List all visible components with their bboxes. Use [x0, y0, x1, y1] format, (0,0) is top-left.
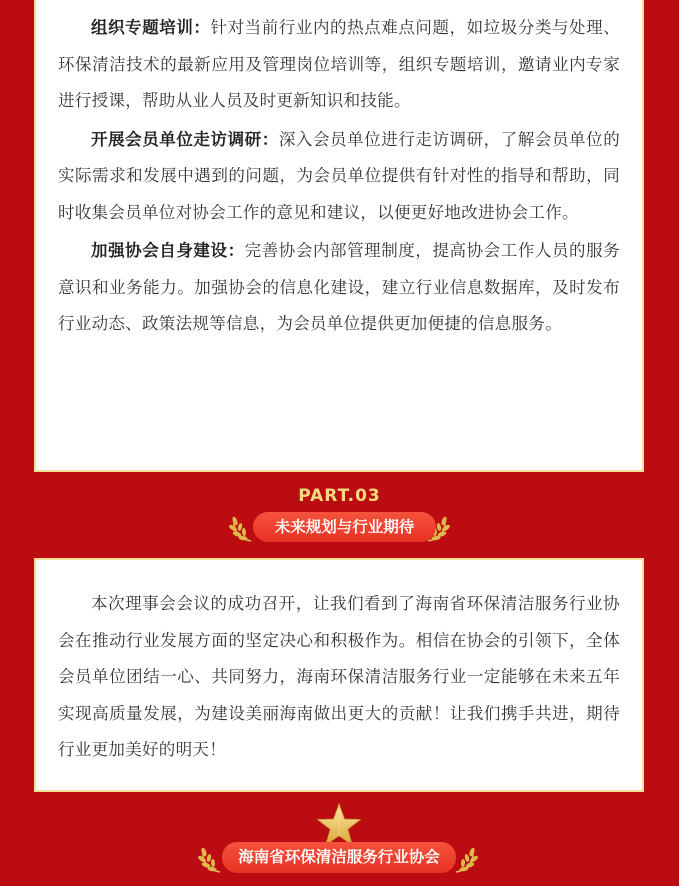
part-label: PART.03 — [298, 486, 381, 506]
item-lead: 组织专题培训： — [91, 18, 211, 37]
item-training — [58, 10, 620, 120]
item-self-building — [58, 233, 620, 343]
item-lead: 开展会员单位走访调研： — [91, 129, 279, 149]
star-icon — [316, 803, 362, 847]
part3-paragraph: 本次理事会会议的成功召开，让我们看到了海南省环保清洁服务行业协会在推动行业发展方面的坚定决心和积极作为。相信在协会的引领下，全体会员单位团结一心、共同努力，海南环保清洁服务行业一定能够在未来五年实现高质量发展，为建设美丽海南做出更大的贡献！让我们携手共进，期待行业更加美好的明天！ — [58, 594, 620, 760]
item-lead: 加强协会自身建设： — [91, 241, 245, 260]
laurel-left-icon — [198, 844, 224, 874]
item-text: 针对当前行业内的热点难点问题，如垃圾分类与处理、环保清洁技术的最新应用及管理岗位培训等，组织专题培训，邀请业内专家进行授课，帮助从业人员及时更新知识和技能。 — [58, 18, 620, 110]
item-visits — [58, 122, 620, 232]
part3-card — [34, 558, 644, 792]
laurel-left-icon — [229, 513, 255, 543]
section2-card — [34, 0, 644, 472]
section-title-ribbon: 未来规划与行业期待 — [253, 512, 436, 542]
organization-ribbon: 海南省环保清洁服务行业协会 — [222, 842, 456, 873]
item-text: 完善协会内部管理制度，提高协会工作人员的服务意识和业务能力。加强协会的信息化建设，建立行业信息数据库，及时发布行业动态、政策法规等信息，为会员单位提供更加便捷的信息服务。 — [58, 241, 620, 333]
item-text: 深入会员单位进行走访调研，了解会员单位的实际需求和发展中遇到的问题，为会员单位提供有针对性的指导和帮助，同时收集会员单位对协会工作的意见和建议，以便更好地改进协会工作。 — [58, 129, 620, 222]
